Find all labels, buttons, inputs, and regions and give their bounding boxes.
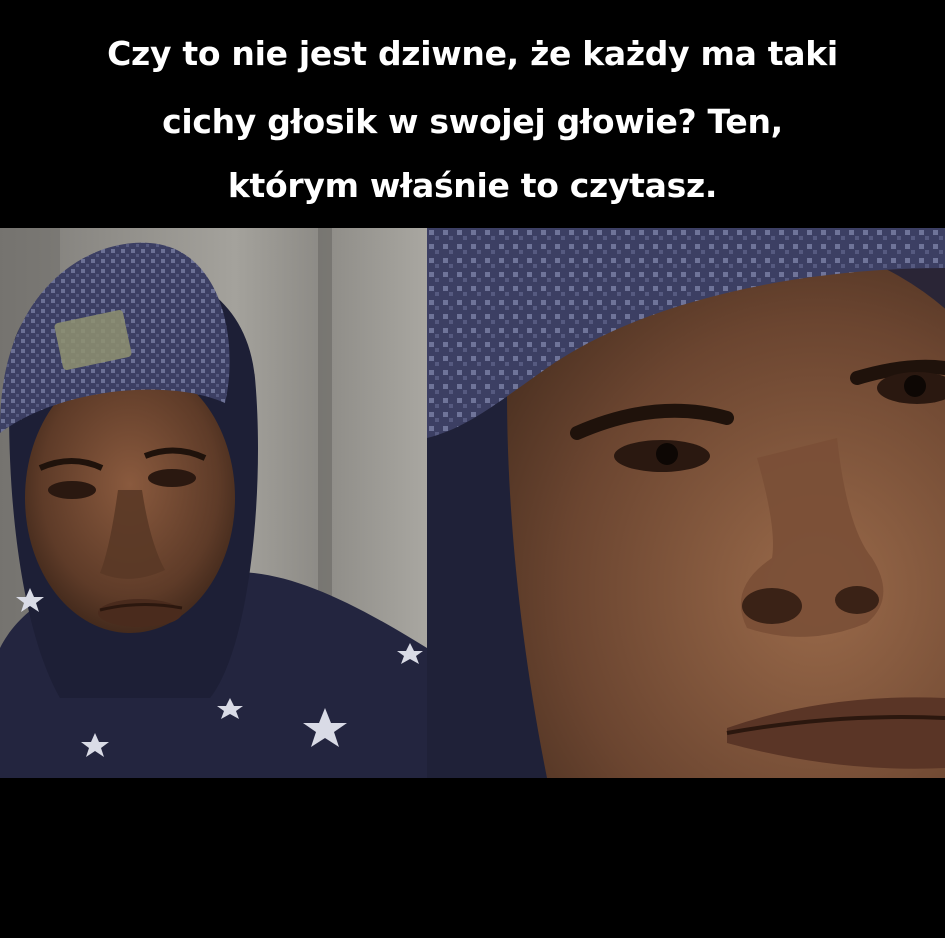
caption-line-1: Czy to nie jest dziwne, że każdy ma taki <box>107 34 838 73</box>
right-photo <box>427 228 945 778</box>
caption-line-2: cichy głosik w swojej głowie? Ten, <box>162 102 783 141</box>
bottom-black-bar <box>0 778 945 938</box>
left-photo-illustration <box>0 228 427 778</box>
caption-line-3: którym właśnie to czytasz. <box>227 166 718 205</box>
right-photo-illustration <box>427 228 945 778</box>
left-photo <box>0 228 427 778</box>
photo-collage <box>0 228 945 778</box>
meme-caption <box>0 0 945 228</box>
